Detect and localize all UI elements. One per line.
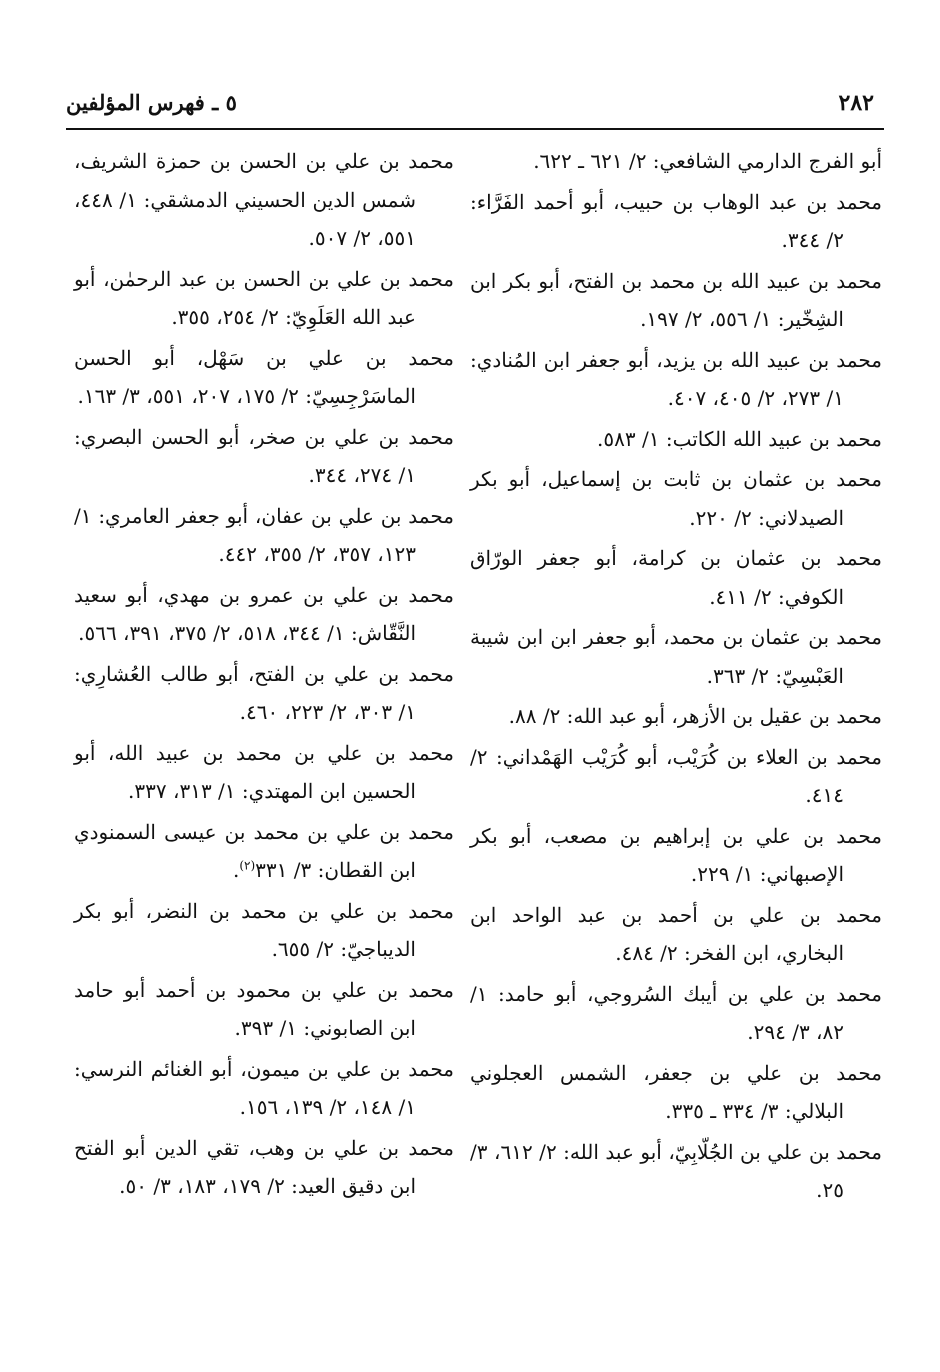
running-title: ٥ ـ فهرس المؤلفين <box>66 90 237 115</box>
index-entry: محمد بن علي بن محمود بن أحمد أبو حامد ابن الصابوني: ١/ ٣٩٣. <box>74 977 454 1040</box>
index-entry: محمد بن عبيد الله الكاتب: ١/ ٥٨٣. <box>597 426 882 451</box>
page-number: ٢٨٢ <box>838 90 874 116</box>
index-entry: محمد بن علي بن أحمد بن عبد الواحد ابن البخاري، ابن الفخر: ٢/ ٤٨٤. <box>470 902 882 965</box>
page-header <box>66 88 882 124</box>
index-entry: محمد بن علي بن صخر، أبو الحسن البصري: ١/ ٢٧٤، ٣٤٤. <box>74 424 454 487</box>
index-entry: محمد بن عبد الوهاب بن حبيب، أبو أحمد الفَرَّاء: ٢/ ٣٤٤. <box>470 189 882 252</box>
header-rule <box>66 128 884 130</box>
index-entry: محمد بن علي بن الجُلّابِيّ، أبو عبد الله: ٢/ ٦١٢، ٣/ ٢٥. <box>470 1139 882 1202</box>
index-entry: محمد بن علي بن محمد بن عبيد الله، أبو الحسين ابن المهتدي: ١/ ٣١٣، ٣٣٧. <box>74 740 454 803</box>
index-entry: محمد بن علي بن عمرو بن مهدي، أبو سعيد النَّقّاش: ١/ ٣٤٤، ٥١٨، ٢/ ٣٧٥، ٣٩١، ٥٦٦. <box>74 582 454 645</box>
index-entry: محمد بن علي بن الفتح، أبو طالب العُشارِي: ١/ ٣٠٣، ٢/ ٢٢٣، ٤٦٠. <box>74 661 454 724</box>
index-entry-footnoted <box>74 813 454 890</box>
index-entry: محمد بن علي بن وهب، تقي الدين أبو الفتح ابن دقيق العيد: ٢/ ١٧٩، ١٨٣، ٣/ ٥٠. <box>74 1135 454 1198</box>
index-column-left <box>74 142 454 1208</box>
index-entry: محمد بن علي بن الحسن بن عبد الرحمٰن، أبو عبد الله العَلَوِيّ: ٢/ ٢٥٤، ٣٥٥. <box>74 266 454 329</box>
index-entry: محمد بن عثمان بن محمد، أبو جعفر ابن ابن شيبة العَبْسِيّ: ٢/ ٣٦٣. <box>470 625 882 688</box>
index-entry: محمد بن علي بن الحسن بن حمزة الشريف، شمس الدين الحسيني الدمشقي: ١/ ٤٤٨، ٥٥١، ٢/ ٥٠٧. <box>74 149 454 250</box>
index-entry: محمد بن علي بن ميمون، أبو الغنائم النرسي: ١/ ١٤٨، ٢/ ١٣٩، ١٥٦. <box>74 1056 454 1119</box>
index-entry: محمد بن عقيل بن الأزهر، أبو عبد الله: ٢/ ٨٨. <box>508 704 882 728</box>
index-entry: محمد بن عبيد الله بن محمد بن الفتح، أبو بكر ابن الشِخّير: ١/ ٥٥٦، ٢/ ١٩٧. <box>470 268 882 331</box>
index-entry: محمد بن علي بن إبراهيم بن مصعب، أبو بكر الإصبهاني: ١/ ٢٢٩. <box>470 823 882 886</box>
index-entry: أبو الفرج الدارمي الشافعي: ٢/ ٦٢١ ـ ٦٢٢. <box>533 149 882 173</box>
index-entry: محمد بن علي بن محمد بن النضر، أبو بكر الديباجيّ: ٢/ ٦٥٥. <box>74 898 454 961</box>
entry-text: محمد بن علي بن محمد بن عيسى السمنودي ابن القطان: ٣/ ٣٣١ <box>74 819 454 882</box>
footnote-marker: (٢) <box>239 858 256 873</box>
index-entry: محمد بن العلاء بن كُرَيْب، أبو كُرَيْب الهَمْداني: ٢/ ٤١٤. <box>470 744 882 807</box>
index-column-right <box>470 142 882 1212</box>
entry-end-stop: . <box>232 858 240 882</box>
index-entry: محمد بن عثمان بن كرامة، أبو جعفر الورّاق الكوفي: ٢/ ٤١١. <box>470 546 882 609</box>
index-entry: محمد بن عثمان بن ثابت بن إسماعيل، أبو بكر الصيدلاني: ٢/ ٢٢٠. <box>470 467 882 530</box>
index-entry: محمد بن عبيد الله بن يزيد، أبو جعفر ابن المُنادي: ١/ ٢٧٣، ٢/ ٤٠٥، ٤٠٧. <box>470 347 882 410</box>
index-entry: محمد بن علي بن سَهْل، أبو الحسن الماسَرْجِسِيّ: ٢/ ١٧٥، ٢٠٧، ٥٥١، ٣/ ١٦٣. <box>74 345 454 408</box>
index-entry: محمد بن علي بن عفان، أبو جعفر العامري: ١/ ١٢٣، ٣٥٧، ٢/ ٣٥٥، ٤٤٢. <box>74 503 454 566</box>
index-entry: محمد بن علي بن جعفر، الشمس العجلوني البلالي: ٣/ ٣٣٤ ـ ٣٣٥. <box>470 1060 882 1123</box>
index-entry: محمد بن علي بن أيبك السُروجي، أبو حامد: ١/ ٨٢، ٣/ ٢٩٤. <box>470 981 882 1044</box>
